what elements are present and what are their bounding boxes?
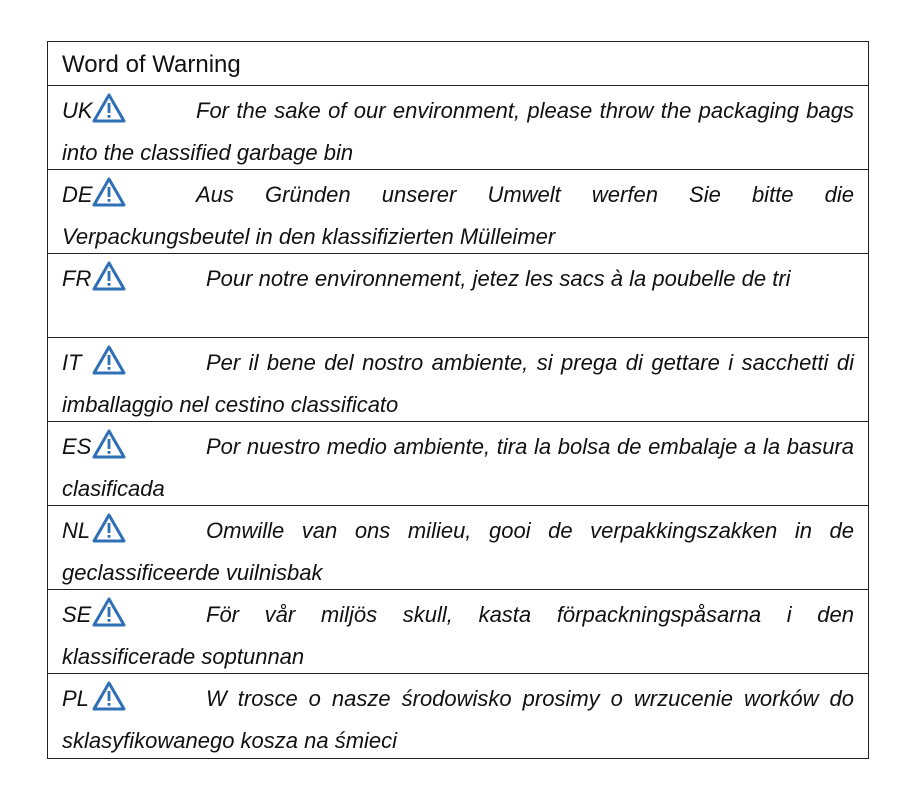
- warning-text: Por nuestro medio ambiente, tira la bolsa de embalaje a la basura clasificada: [62, 434, 854, 501]
- warning-text: For the sake of our environment, please throw the packaging bags into the classified garbage bin: [62, 98, 854, 165]
- warning-text: Omwille van ons milieu, gooi de verpakkingszakken in de geclassificeerde vuilnisbak: [62, 518, 854, 585]
- table-row: [48, 86, 868, 170]
- warning-triangle-icon: [92, 261, 126, 291]
- warning-triangle-icon: [92, 345, 126, 375]
- warning-triangle-icon: [92, 429, 126, 459]
- table-row: [48, 422, 868, 506]
- language-code: DE: [62, 182, 93, 207]
- table-row: [48, 590, 868, 674]
- warning-text: W trosce o nasze środowisko prosimy o wrzucenie worków do sklasyfikowanego kosza na śmieci: [62, 686, 854, 753]
- warning-text: Per il bene del nostro ambiente, si prega di gettare i sacchetti di imballaggio nel cestino classificato: [62, 350, 854, 417]
- table-row: [48, 506, 868, 590]
- language-code: PL: [62, 686, 89, 711]
- table-row: [48, 338, 868, 422]
- language-code: SE: [62, 602, 92, 627]
- table-row: [48, 170, 868, 254]
- warning-text: Pour notre environnement, jetez les sacs à la poubelle de tri: [206, 266, 791, 291]
- table-row: [48, 674, 868, 758]
- language-code: IT: [62, 350, 82, 375]
- language-code: UK: [62, 98, 93, 123]
- language-code: ES: [62, 434, 92, 459]
- warning-text: För vår miljös skull, kasta förpackningspåsarna i den klassificerade soptunnan: [62, 602, 854, 669]
- language-code: FR: [62, 266, 92, 291]
- warning-text: Aus Gründen unserer Umwelt werfen Sie bitte die Verpackungsbeutel in den klassifizierten Mülleimer: [62, 182, 854, 249]
- warning-triangle-icon: [92, 513, 126, 543]
- warning-triangle-icon: [92, 93, 126, 123]
- warning-triangle-icon: [92, 597, 126, 627]
- table-row: [48, 254, 868, 338]
- warning-triangle-icon: [92, 177, 126, 207]
- language-code: NL: [62, 518, 91, 543]
- warning-triangle-icon: [92, 681, 126, 711]
- warning-table: [47, 41, 869, 759]
- table-header: Word of Warning: [48, 42, 868, 86]
